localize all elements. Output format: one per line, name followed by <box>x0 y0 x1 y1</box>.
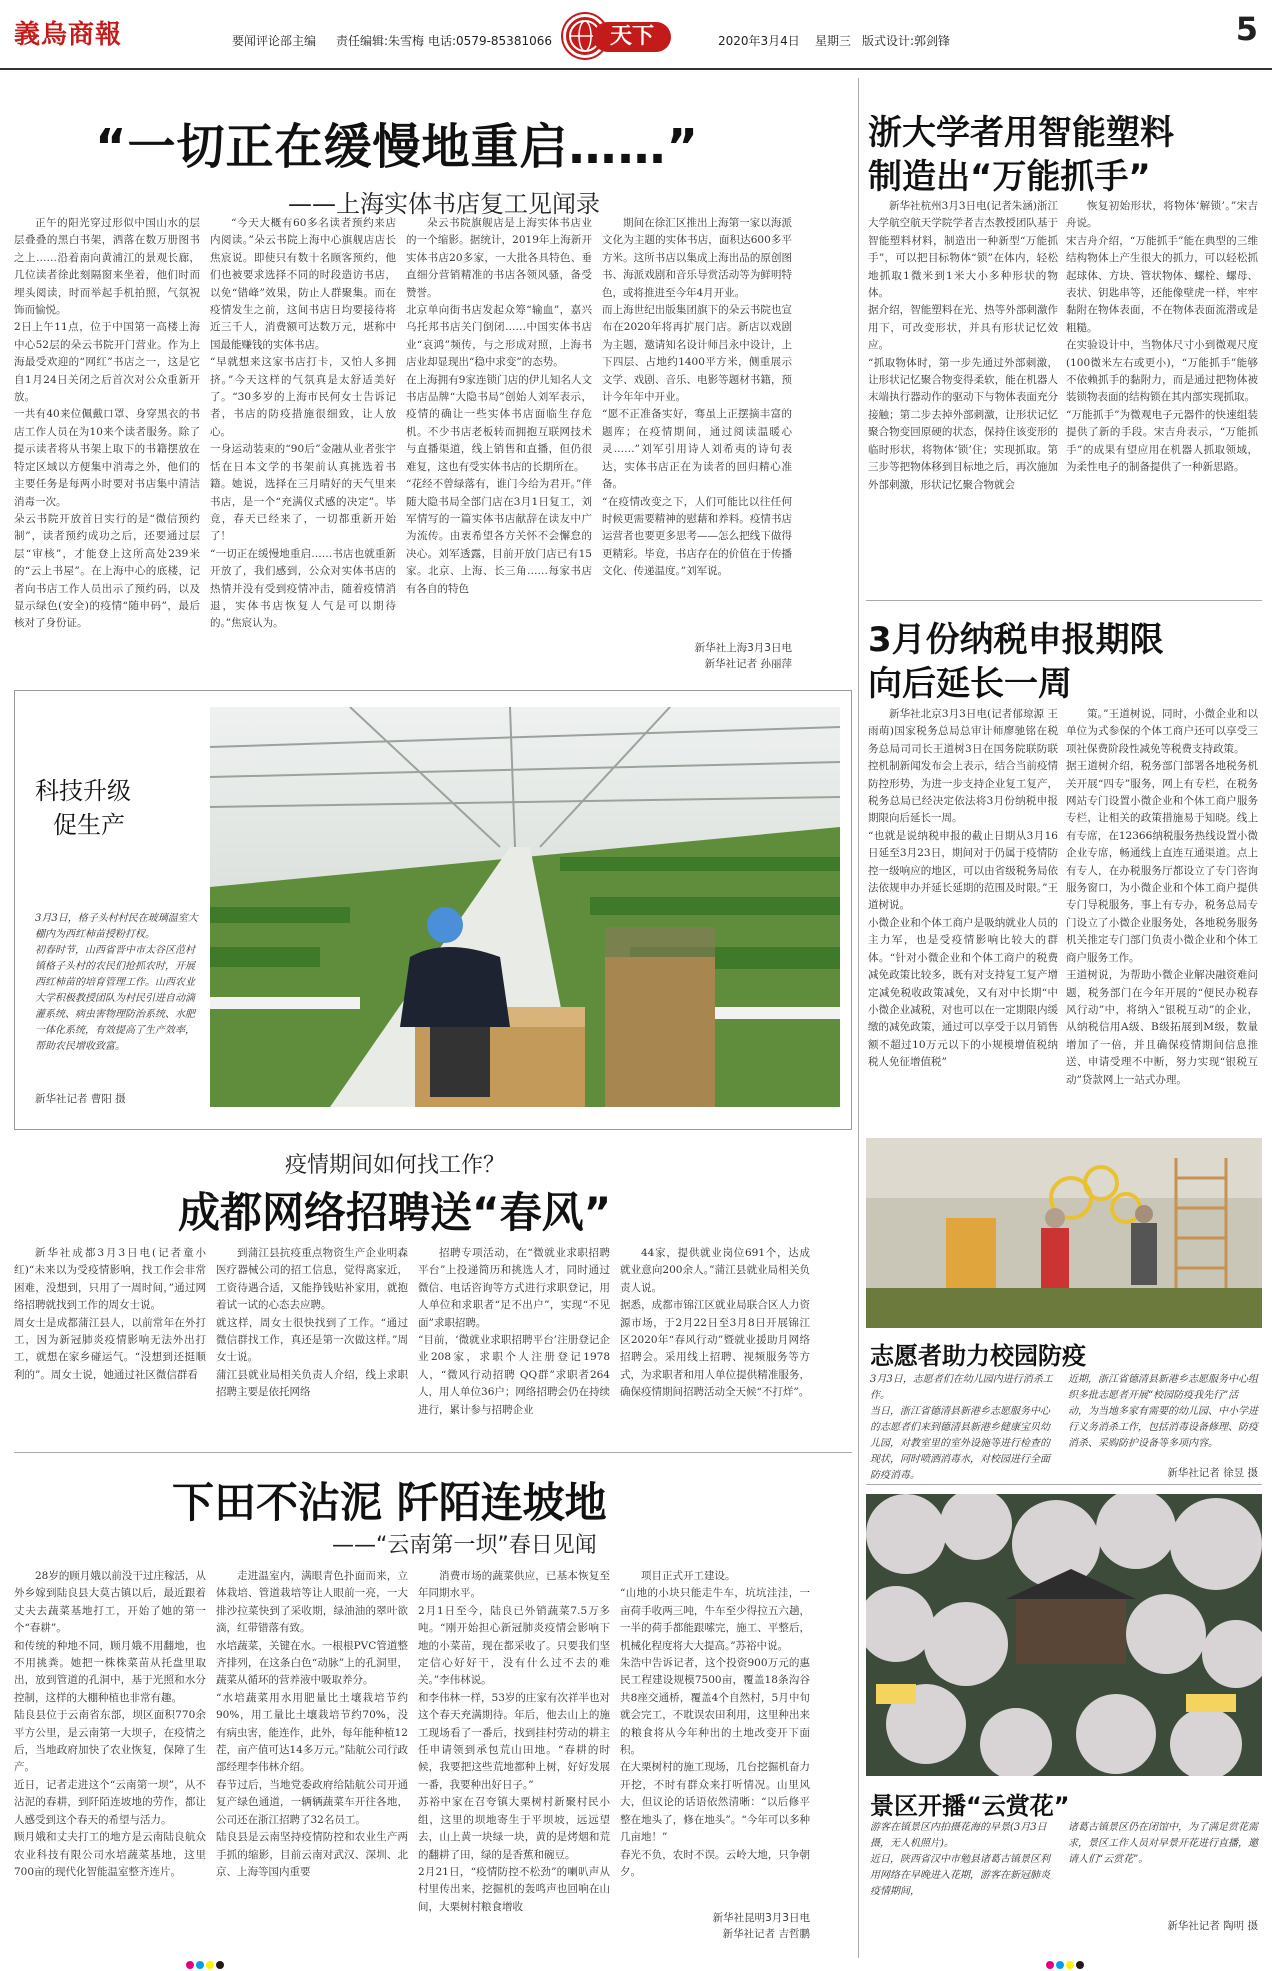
yunnan-subtitle: ——“云南第一坝”春日见闻 <box>332 1533 597 1558</box>
tax-col-2: 策。”王道树说，同时，小微企业和以单位为式参保的个体工商户还可以享受三项社保费阶段性减免等税费支持政策。 据王道树介绍，税务部门部署各地税务机关开展“四专”服务，网上有专栏，在税务网站专门设置小微企业和个体工商户服务专栏，让相关的政策措施易于知晓。线上有专席，在12366纳税服务热线设置小微企业专席，畅通线上直连互通渠道。点上有专人，在办税服务厅都设立了专门咨询服务窗口，为小微企业和个体工商户提供专门导税服务，事上有专办，税务总局专门设立了小微企业服务处，各地税务服务机关推定专门部门负责小微企业和个体工商户服务工作。 王道树说，为帮助小微企业解决融资难问题，税务部门在今年开展的“便民办税春风行动”中，将纳入“银税互动”的企业，从纳税信用A级、B级拓展到M级，数量增加了一倍，并且确保疫情期间信息推送、申请受理不中断，努力实现“银税互动”贷款网上一站式办理。 <box>1066 708 1258 1086</box>
volunteer-photo <box>866 1138 1262 1328</box>
tech-label-line-2: 促生产 <box>53 811 125 839</box>
tech-label-line-1: 科技升级 <box>35 777 131 805</box>
flowers-caption-right: 诸葛古镇景区仍在闭馆中，为了满足赏花需求，景区工作人员对早景开花进行直播，邀请人们“云赏花”。 <box>1068 1822 1258 1865</box>
section-rule <box>14 1452 852 1453</box>
tax-title-line-1: 3月份纳税申报期限 <box>868 620 1164 660</box>
section-badge <box>563 14 703 58</box>
yunnan-col-4: 项目正式开工建设。 “山地的小块只能走牛车，坑坑洼洼，一亩荷手收两三吨，牛车至少得拉五六趟，一半的荷手都能跟嗦完，施工、平整后，机械化程度将大大提高。”苏裕中说。 朱浩中告诉记者，这个投资900万元的惠民工程建设规模7500亩，覆盖18条沟谷共8座交通桥，覆盖4个自然村，5月中旬就会完工，不耽误农田利用，这里种出来的粮食将从今年种出的土地改变开下面积。 在大栗树村的施工现场，几台挖掘机奋力开挖，不时有群众来打听情况。山里风大，但议论的话语依然清晰：“以后修平整在地头了，修在地头”。“今年可以多种几亩地！” 春光不负，农时不误。云岭大地，只争朝夕。 <box>620 1570 810 1878</box>
tech-credit: 新华社记者 曹阳 摄 <box>35 1093 126 1105</box>
robot-title-line-2: 制造出“万能抓手” <box>868 157 1151 197</box>
jobs-kicker: 疫情期间如何找工作？ <box>285 1153 506 1178</box>
bookstore-col-4: 期间在徐汇区推出上海第一家以海派文化为主题的实体书店，面积达600多平方米。这所书店以集成上海出品的原创图书、海派戏剧和音乐导赏活动等为鲜明特色，或将推进至今年4月开业。 而上海世纪出版集团旗下的朵云书院也宣布在2020年将再扩展门店。新店以戏剧为主题，邀请知名设计师吕永中设计，上下四层、占地约1400平方米，侧重展示文学、戏剧、音乐、电影等题材书籍，预计今年年中开业。 “愿不正准备实好，骞虽上正摆摘丰富的题库；在疫情期间，通过阅读温暖心灵……”刘军引用诗人刘希夷的诗句表达，实体书店正在为读者的回归精心准备。 “在疫情改变之下，人们可能比以往任何时候更需要精神的慰藉和养料。疫情书店运营者也要更多思考——怎么把线下做得更精彩。毕竟，书店存在的价值在于传播文化、传递温度。”刘军说。 <box>602 217 792 578</box>
bookstore-subtitle: ——上海实体书店复工见闻录 <box>288 190 600 218</box>
tech-caption: 3月3日，格子头村村民在玻璃温室大棚内为西红柿苗授粉打杈。 初春时节，山西省晋中市太谷区范村镇格子头村的农民们抢抓农时，开展西红柿苗的培育管理工作。山西农业大学积极教授团队为村民引进自动滴灌系统、病虫害物理防治系统、水肥一体化系统，有效提高了生产效率，帮助农民增收致富。 <box>35 913 198 1052</box>
greenhouse-photo <box>210 707 840 1107</box>
yunnan-col-2: 走进温室内，满眼青色扑面而来，立体栽培、管道栽培等让人眼前一亮，一大排沙拉菜快到了采收期，绿油油的翠叶欲滴，红带错落有致。 水培蔬菜，关键在水。一根根PVC管道整齐排列，在这条白色“动脉”上的孔洞里，蔬菜从循环的营养液中吸取养分。 “水培蔬菜用水用肥量比土壤栽培节约90%，用工量比土壤栽培节约70%，没有病虫害，能连作，此外，每年能种植12茬，亩产值可达14多万元。”陆航公司行政部经理李伟林介绍。 春节过后，当地党委政府给陆航公司开通复产绿色通道，一辆辆蔬菜车开往各地，公司还在浙江招聘了32名员工。 陆良县是云南坚持疫情防控和农业生产两手抓的缩影，目前云南对武汉、深圳、北京、上海等国内重要 <box>216 1570 408 1878</box>
yunnan-reporter: 新华社记者 吉哲鹏 <box>722 1928 810 1940</box>
jobs-col-4: 44家，提供就业岗位691个，达成就业意向200余人。”蒲江县就业局相关负责人说。 据悉，成都市锦江区就业局联合区人力资源市场，于2月22日至3月8日开展锦江区2020年“春风行动”暨就业援助月网络招聘会。采用线上招聘、视频服务等方式，为求职者和用人单位提供精准服务，确保疫情期间招聘活动全天候“不打烊”。 <box>620 1247 810 1399</box>
masthead-rule <box>0 68 1272 70</box>
duty-editor-text: 责任编辑:朱雪梅 <box>336 34 425 48</box>
editor-text: 要闻评论部主编 <box>232 34 317 48</box>
weekday-text: 星期三 <box>815 34 852 48</box>
section-rule <box>866 600 1262 601</box>
bookstore-col-1: 正午的阳光穿过形似中国山水的层层叠叠的黑白书架，洒落在数万册图书之上……沿着南向黄浦江的景观长廊，几位读者徐此刻隔窗来坐着，他们时而埋头阅读，时而举起手机拍照，气氛祝饰而愉悦。 2日上午11点，位于中国第一高楼上海中心52层的朵云书院开门营业。作为上海最受欢迎的“网红”书店之一，这是它自1月24日关闭之后首次对公众重新开放。 一共有40来位佩戴口罩、身穿黑衣的书店工作人员在为10来个读者服务。除了提示读者将从书架上取下的书籍摆放在特定区域以方便集中消毒之外，他们的主要任务是每两小时要对书店集中清洁消毒一次。 朵云书院开放首日实行的是“微信预约制”，读者预约成功之后，还要通过层层“审核”，才能登上这所高处239米的“云上书屋”。在上海中心的底楼，记者向书店工作人员出示了预约码，以及显示绿色(安全)的疫情“随申码”，最后核对了身份证。 <box>14 217 200 630</box>
volunteer-caption-right: 近期，浙江省德清县新港乡志愿服务中心组织多批志愿者开展“校园防疫我先行”活动，为当地多家有需要的幼儿园、中小学进行义务消杀工作，包括消毒设备修理、防疫消杀、采购防护设备等多项内容。 <box>1068 1374 1258 1449</box>
yunnan-col-1: 28岁的顾月娥以前没干过庄稼活，从外乡嫁到陆良县大莫古镇以后，最近跟着丈夫去蔬菜基地打工，开始了她的第一个“春耕”。 和传统的种地不同，顾月娥不用翻地，也不用挑粪。她把一株株菜苗从托盘里取出，放到管道的孔洞中，基于光照和水分控制，这样的大棚种植也非常有趣。 陆良县位于云南省东部，坝区面积770余平方公里，是云南第一大坝子，在疫情之后，当地政府加快了农业恢复，保障了生产。 近日，记者走进这个“云南第一坝”，从不沾泥的春耕，到阡陌连坡地的劳作，都让人感受到这个春天的希望与活力。 顾月娥和丈夫打工的地方是云南陆良航众农业科技有限公司水培蔬菜基地，这里700亩的现代化智能温室整齐连片。 <box>14 1570 206 1878</box>
bookstore-title: “一切正在缓慢地重启……” <box>95 119 700 175</box>
section-rule <box>866 1484 1262 1485</box>
column-divider <box>858 78 859 1958</box>
newspaper-logo: 義烏商報 <box>14 20 123 50</box>
jobs-col-1: 新华社成都3月3日电(记者童小红)“未来以为受疫情影响，找工作会非常困难，没想到，只用了一周时间，”通过网络招聘就找到工作的周女士说。 周女士是成都蒲江县人，以前常年在外打工，因为新冠肺炎疫情影响无法外出打工，就想在家乡碰运气。“没想到还挺顺利的”。周女士说，她通过社区微信群看 <box>14 1247 206 1381</box>
jobs-title: 成都网络招聘送“春风” <box>178 1188 612 1237</box>
robot-col-2: 恢复初始形状，将物体‘解锁’。”宋吉舟说。 宋吉舟介绍，“万能抓手”能在典型的三维结构物体上产生很大的抓力，可以轻松抓起球体、方块、管状物体、螺栓、螺母、表状、钥匙串等，还能像壁虎一样，牢牢黏附在物体表面，不在物体表面流潜或是粗糙。 在实验设计中，当物体尺寸小到微观尺度(100微米左右或更小)，“万能抓手”能够不依赖抓手的黏附力，而是通过把物体被装锁物表面的结构锁在其内部实现抓取。 “万能抓手”为微观电子元器件的快速组装提供了新的手段。宋吉舟表示，“万能抓手”的成果有望应用在机器人抓取领域，为柔性电子的制备提供了一种新思路。 <box>1066 200 1258 474</box>
flower-photo <box>866 1494 1262 1776</box>
robot-col-1: 新华社杭州3月3日电(记者朱涵)浙江大学航空航天学院学者吉杰教授团队基于智能塑料材料，制造出一种新型“万能抓手”，可以把目标物体“锁”在体内，轻松地抓取1微米到1米大小多种形状的物体。 据介绍，智能塑料在光、热等外部刺激作用下，可改变形状，并具有形状记忆效应。 “抓取物体时，第一步先通过外部刺激，让形状记忆聚合物变得柔软，能在机器人末端执行器动作的驱动下与物体表面充分接触；第二步去掉外部刺激，让形状记忆聚合物变回原硬的状态，保持住该变形的临时形状，将物体‘锁’住；实现抓取。第三步等把物体移到目标地之后，再次施加外部刺激，形状记忆聚合物就会 <box>868 200 1058 491</box>
bookstore-col-2: “今天大概有60多名读者预约来店内阅读。”朵云书院上海中心旗舰店店长焦宸说。即使只有数十名顾客预约，他们也被要求选择不同的时段造访书店，以免“错峰”效果，防止人群聚集。而在疫情发生之前，这间书店日均要接待将近三千人，消费额可达数万元，堪称中国最能赚钱的实体书店。 “早就想来这家书店打卡，又怕人多拥挤。”今天这样的气氛真是太舒适美好了。“30多岁的上海市民何女士告诉记者，书店的防疫措施很细致，让人放心。 一身运动装束的“90后”金融从业者张宇恬在日本文学的书架前认真挑选着书籍。她说，选择在三月晴好的天气里来书店，是一个“充满仪式感的决定”。毕竟，春天已经来了，一切都重新开始了！ “一切正在缓慢地重启……书店也就重新开放了，我们感到，公众对实体书店的热情并没有受到疫情冲击，随着疫情消退，实体书店恢复人气是可以期待的。”焦宸认为。 <box>210 217 396 630</box>
bookstore-byline: 新华社上海3月3日电 <box>694 642 792 654</box>
flowers-caption-left: 游客在镇景区内拍摄花海的早景(3月3日摄，无人机照片)。 近日，陕西省汉中市勉县诸葛古镇景区利用网络在早晚进入花期，游客在新冠肺炎疫情期间， <box>870 1822 1050 1897</box>
tax-title-line-2: 向后延长一周 <box>868 664 1072 704</box>
designer-text: 版式设计:郭剑锋 <box>862 34 951 48</box>
yunnan-byline: 新华社昆明3月3日电 <box>712 1912 810 1924</box>
volunteer-credit: 新华社记者 徐昱 摄 <box>1167 1467 1258 1479</box>
robot-title-line-1: 浙大学者用智能塑料 <box>868 113 1174 153</box>
page-number: 5 <box>1235 10 1258 48</box>
bookstore-reporter: 新华社记者 孙丽萍 <box>704 658 792 670</box>
flowers-credit: 新华社记者 陶明 摄 <box>1167 1920 1258 1932</box>
masthead <box>0 0 1272 70</box>
jobs-col-3: 招聘专项活动，在“微就业求职招聘平台”上投递简历和挑选人才，同时通过微信、电话咨询等方式进行求职登记，用人单位和求职者“足不出户”，实现“不见面”求职招聘。 “目前，‘微就业求职招聘平台’注册登记企业208家，求职个人注册登记1978人，“微风行动招聘 QQ群”求职者264人，用人单位36户；网络招聘会仍在持续进行，累计参与招聘企业 <box>418 1247 610 1416</box>
section-label: 天下 <box>593 22 671 52</box>
flowers-title: 景区开播“云赏花” <box>870 1792 1070 1820</box>
date-text: 2020年3月4日 <box>718 34 800 48</box>
jobs-col-2: 到蒲江县抗疫重点物资生产企业明森医疗器械公司的招工信息，觉得离家近，工资待遇合适，又能挣钱贴补家用，就抱着试一试的心态去应聘。 就这样，周女士很快找到了工作。“通过微信群找工作，真还是第一次做这样。”周女士说。 蒲江县就业局相关负责人介绍，线上求职招聘主要是依托网络 <box>216 1247 408 1399</box>
tech-photo-box <box>14 690 852 1130</box>
phone-text: 电话:0579-85381066 <box>428 34 552 48</box>
yunnan-col-3: 消费市场的蔬菜供应，已基本恢复至年同期水平。 2月1日至今，陆良已外销蔬菜7.5万多吨。“刚开始担心新冠肺炎疫情会影响下地的小菜苗，现在都采收了。只要我们坚定信心好好干，没有什么过不去的难关。”李伟林说。 和李伟林一样，53岁的庄家有次祥半也对这个春天充满期待。年后，他去山上的施工现场看了一番后，找到挂村劳动的耕主任申请领到承包荒山田地。“春耕的时候，我要把这些荒地都种上树，好好发展一番，我要种出好日子。” 苏裕中家在召夸镇大栗树村新聚村民小组，这里的坝地寄生于平坝坡，远远望去，山上黄一块绿一块，黄的是烤烟和荒的翻耕了田，绿的是香蕉和碗豆。 2月21日，“疫情防控不松劲”的喇叭声从村里传出来，挖掘机的轰鸣声也回响在山间，大栗树村粮食增收 <box>418 1570 610 1913</box>
volunteer-caption-left: 3月3日，志愿者们在幼儿园内进行消杀工作。 当日，浙江省德清县新港乡志愿服务中心的志愿者们来到德清县新港乡健康宝贝幼儿园，对教室里的室外设施等进行检查的现状，同时喷洒消毒水，对校园进行全面防疫消毒。 <box>870 1374 1053 1481</box>
registration-dots <box>0 1955 1272 1965</box>
bookstore-col-3: 朵云书院旗舰店是上海实体书店业的一个缩影。据统计，2019年上海新开实体书店20多家，一大批各具特色、垂直细分营销精准的书店各领风骚，备受赞誉。 北京单向街书店发起众筹“输血”，嘉兴乌托邦书店关门倒闭……中国实体书店业“哀鸿”频传，与之形成对照，上海书店业却显现出“稳中求变”的态势。 在上海拥有9家连锁门店的伊儿知名人文书店品牌“大隐书局”创始人刘军表示，疫情的确让一些实体书店面临生存危机。不少书店老板转而拥抱互联网技术与直播渠道，线上销售和直播，但仍很难复，这也有受实体书店的长期所在。 “花经不曾绿落有，谁门今给为君开。”伴随大隐书局全部门店在3月1日复工，刘军情写的一篇实体书店献辞在读友中广为流传。由衷希望各方关怀不会懈怠的决心。刘军透露，目前开放门店已有15家。北京、上海、长三角……每家书店有各自的特色 <box>406 217 592 595</box>
yunnan-title: 下田不沾泥 阡陌连坡地 <box>172 1478 607 1527</box>
volunteer-title: 志愿者助力校园防疫 <box>870 1342 1086 1370</box>
tax-col-1: 新华社北京3月3日电(记者郁琼源 王雨萌)国家税务总局总审计师廖驰铭在税务总局司司长王道树3日在国务院联防联控机制新闻发布会上表示，结合当前疫情防控形势，为进一步支持企业复工复产，税务总局已经决定依法将3月份纳税申报期限向后延长一周。 “也就是说纳税申报的截止日期从3月16日延至3月23日，期间对于仍属于疫情防控一级响应的地区，可以由省级税务局依法依规申办并延长延期的范围及时限。”王道树说。 小微企业和个体工商户是吸纳就业人员的主力军，也是受疫情影响比较大的群体。“针对小微企业和个体工商户的税费减免政策比较多，既有对支持复工复产增定减免税收政策减免，又有对中长期“中小微企业减税，对也可以在一定期限内缓缴的减免政策，通过可以享受于以月销售额不超过10万元以下的小规模增值税纳税人免征增值税” <box>868 708 1058 1069</box>
